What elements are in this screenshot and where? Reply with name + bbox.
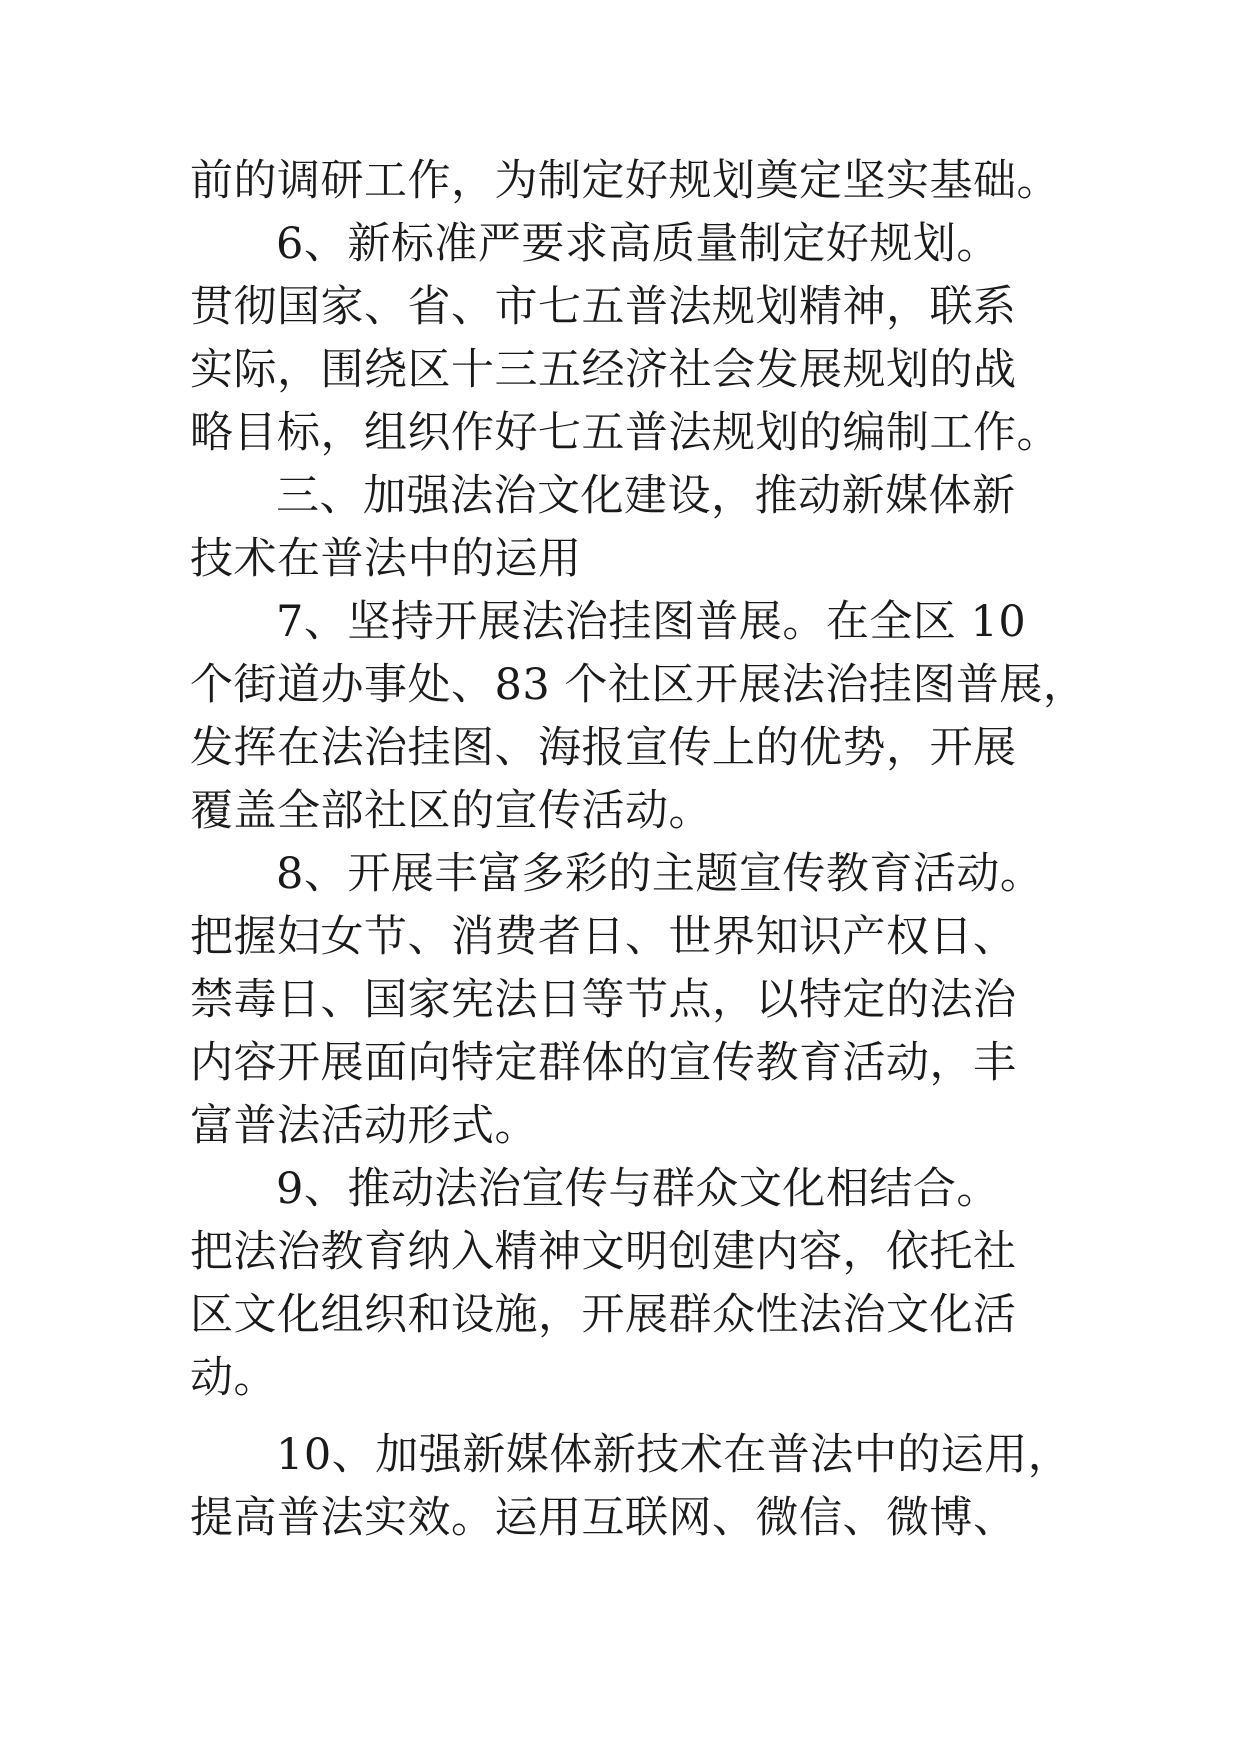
text-line: 前的调研工作，为制定好规划奠定坚实基础。 [190,156,1060,206]
document-body [190,150,1090,1550]
text-line: 禁毒日、国家宪法日等节点，以特定的法治 [190,975,1017,1025]
text-line: 发挥在法治挂图、海报宣传上的优势，开展 [190,723,1017,773]
text-line: 覆盖全部社区的宣传活动。 [190,786,712,836]
section-3-heading-cont: 技术在普法中的运用 [190,534,582,584]
item-10-heading: 10、加强新媒体新技术在普法中的运用， [276,1430,1072,1480]
item-8-heading: 8、开展丰富多彩的主题宣传教育活动。 [276,849,1044,899]
section-3-heading: 三、加强法治文化建设，推动新媒体新 [276,471,1016,521]
text-line: 提高普法实效。运用互联网、微信、微博、 [190,1493,1017,1543]
text-line: 区文化组织和设施，开展群众性法治文化活 [190,1290,1017,1340]
text-line: 实际，围绕区十三五经济社会发展规划的战 [190,345,1017,395]
item-7-heading: 7、坚持开展法治挂图普展。在全区 10 [276,597,1027,647]
text-line: 略目标，组织作好七五普法规划的编制工作。 [190,408,1060,458]
text-line: 富普法活动形式。 [190,1101,538,1151]
text-line: 内容开展面向特定群体的宣传教育活动，丰 [190,1038,1017,1088]
text-line: 把握妇女节、消费者日、世界知识产权日、 [190,912,1017,962]
text-line: 贯彻国家、省、市七五普法规划精神，联系 [190,282,1017,332]
text-line: 个街道办事处、83 个社区开展法治挂图普展， [190,660,1087,710]
text-line: 把法治教育纳入精神文明创建内容，依托社 [190,1227,1017,1277]
text-line: 动。 [190,1353,277,1403]
item-9-heading: 9、推动法治宣传与群众文化相结合。 [276,1164,1000,1214]
item-6-heading: 6、新标准严要求高质量制定好规划。 [276,219,1000,269]
